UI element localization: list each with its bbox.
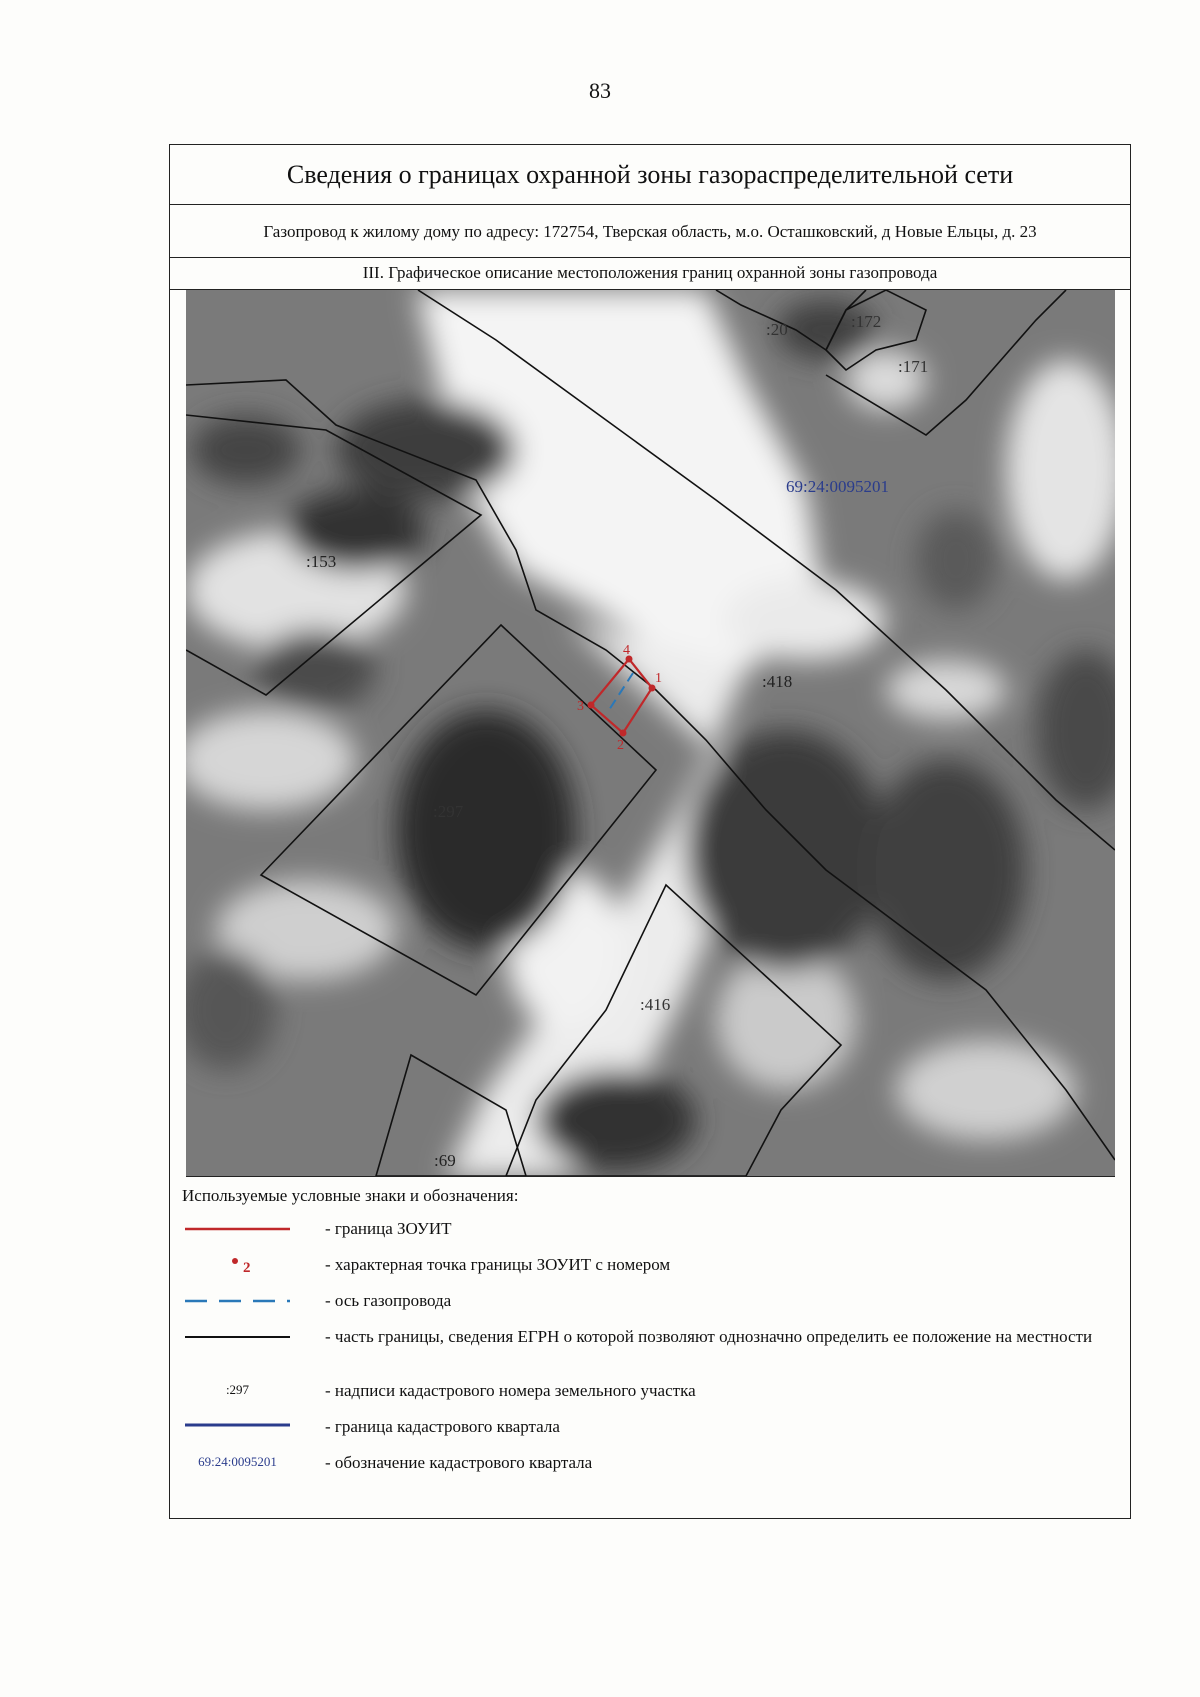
legend-text: - надписи кадастрового номера земельного участка: [325, 1381, 696, 1400]
aerial-map[interactable]: [186, 290, 1115, 1177]
legend-text: - характерная точка границы ЗОУИТ с номером: [325, 1255, 671, 1274]
navy-line-symbol: [185, 1412, 290, 1442]
section-heading: III. Графическое описание местоположения границ охранной зоны газопровода: [170, 258, 1130, 290]
parcel-label-20: :20: [766, 320, 788, 339]
parcel-label-418: :418: [762, 672, 793, 691]
document-title: Сведения о границах охранной зоны газораспределительной сети: [170, 145, 1130, 205]
zouit-point-2: [620, 730, 627, 737]
legend-item-zouit-boundary: [170, 1214, 1130, 1244]
legend-item-quarter-boundary: [170, 1412, 1130, 1442]
map-canvas: [186, 290, 1115, 1176]
parcel-label-sample: :297: [225, 1382, 250, 1397]
legend-item-pipeline-axis: [170, 1286, 1130, 1316]
parcel-label-416: :416: [640, 995, 671, 1014]
quarter-label-symbol: [185, 1448, 290, 1478]
legend-item-parcel-label: [170, 1376, 1130, 1406]
parcel-label-symbol: [185, 1376, 290, 1406]
legend-text: - часть границы, сведения ЕГРН о которой позволяют однозначно определить ее положение на местности: [325, 1327, 1093, 1346]
legend-text: - обозначение кадастрового квартала: [325, 1453, 593, 1472]
parcel-label-172: :172: [851, 312, 882, 331]
legend-text: - ось газопровода: [325, 1291, 452, 1310]
zouit-point-label-2: 2: [617, 738, 624, 753]
legend-item-zouit-point: [170, 1250, 1130, 1280]
legend-text: - граница ЗОУИТ: [325, 1219, 452, 1238]
black-line-symbol: [185, 1322, 290, 1352]
red-line-symbol: [185, 1214, 290, 1244]
red-point-symbol: [185, 1250, 290, 1280]
page-number: 83: [589, 78, 611, 103]
legend-text: - граница кадастрового квартала: [325, 1417, 560, 1436]
quarter-label: 69:24:0095201: [786, 477, 889, 496]
blue-dashed-line-symbol: [185, 1286, 290, 1316]
quarter-label-sample: 69:24:0095201: [198, 1454, 277, 1469]
parcel-label-153: :153: [306, 552, 337, 571]
svg-text:2: 2: [243, 1260, 251, 1276]
aerial-photo: [186, 290, 1115, 1176]
legend-title: Используемые условные знаки и обозначения:: [182, 1186, 519, 1205]
document-frame: [169, 144, 1131, 1519]
legend-item-quarter-label: [170, 1448, 1130, 1478]
object-address: Газопровод к жилому дому по адресу: 172754, Тверская область, м.о. Осташковский, д Новые Ельцы, д. 23: [170, 205, 1130, 258]
parcel-label-69: :69: [434, 1151, 456, 1170]
zouit-point-3: [588, 702, 595, 709]
legend-item-egrn-boundary: [170, 1322, 1130, 1352]
zouit-point-label-1: 1: [655, 671, 662, 686]
zouit-point-label-3: 3: [577, 699, 584, 714]
parcel-label-297: :297: [433, 802, 464, 821]
parcel-label-171: :171: [898, 357, 929, 376]
zouit-point-label-4: 4: [623, 643, 630, 658]
